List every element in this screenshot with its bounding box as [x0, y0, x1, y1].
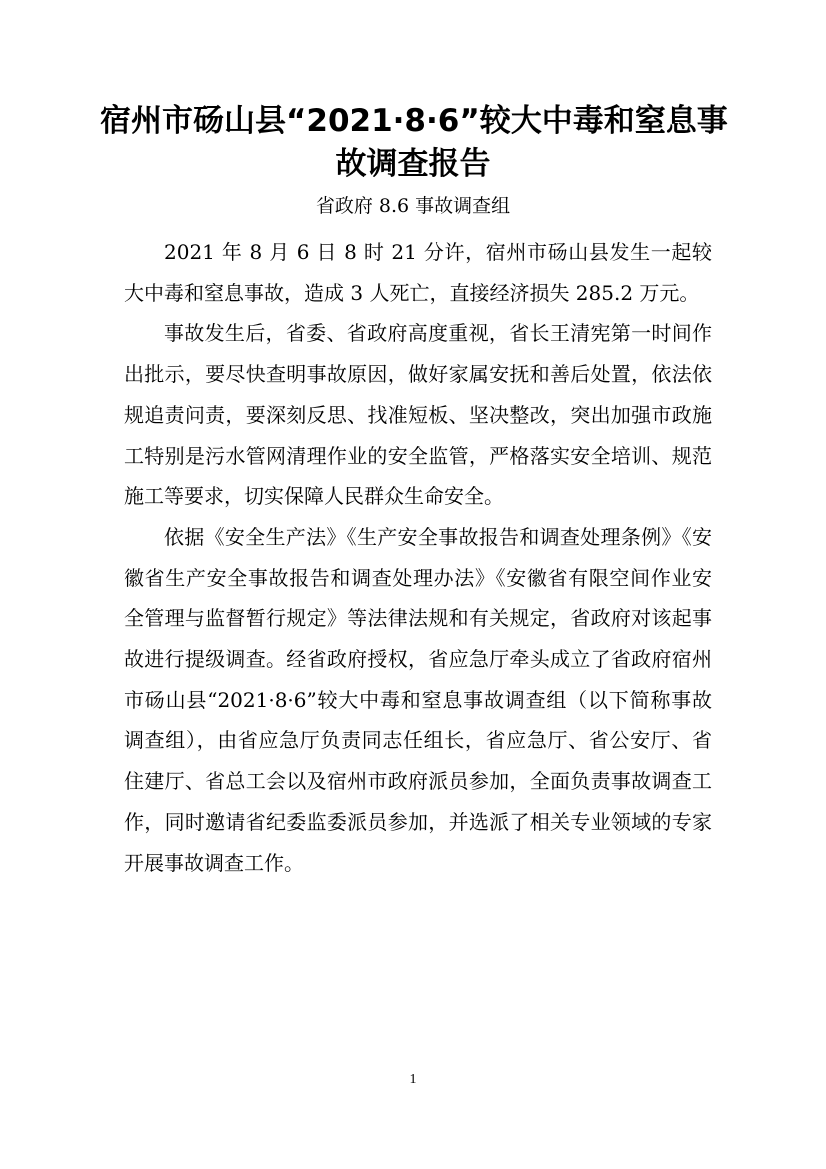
- body-paragraph: 事故发生后，省委、省政府高度重视，省长王清宪第一时间作出批示，要尽快查明事故原因，做好家属安抚和善后处置，依法依规追责问责，要深刻反思、找准短板、坚决整改，突出加强市政施工特别是污水管网清理作业的安全监管，严格落实安全培训、规范施工等要求，切实保障人民群众生命安全。: [124, 321, 712, 509]
- document-title-line-2: 故调查报告: [335, 146, 491, 182]
- page-number: 1: [409, 1072, 417, 1087]
- document-title: [100, 100, 726, 186]
- document-issuer: 省政府 8.6 事故调查组: [315, 195, 511, 217]
- body-paragraph: 依据《安全生产法》《生产安全事故报告和调查处理条例》《安徽省生产安全事故报告和调查处理办法》《安徽省有限空间作业安全管理与监督暂行规定》等法律法规和有关规定，省政府对该起事故进行提级调查。经省政府授权，省应急厅牵头成立了省政府宿州市砀山县“2021·8·6”较大中毒和窒息事故调查组（以下简称事故调查组），由省应急厅负责同志任组长，省应急厅、省公安厅、省住建厅、省总工会以及宿州市政府派员参加，全面负责事故调查工作，同时邀请省纪委监委派员参加，并选派了相关专业领域的专家开展事故调查工作。: [124, 524, 712, 875]
- body-paragraph: 2021 年 8 月 6 日 8 时 21 分许，宿州市砀山县发生一起较大中毒和窒息事故，造成 3 人死亡，直接经济损失 285.2 万元。: [124, 240, 712, 305]
- document-title-line-1: 宿州市砀山县“2021·8·6”较大中毒和窒息事: [100, 103, 728, 139]
- document-body: [124, 232, 712, 883]
